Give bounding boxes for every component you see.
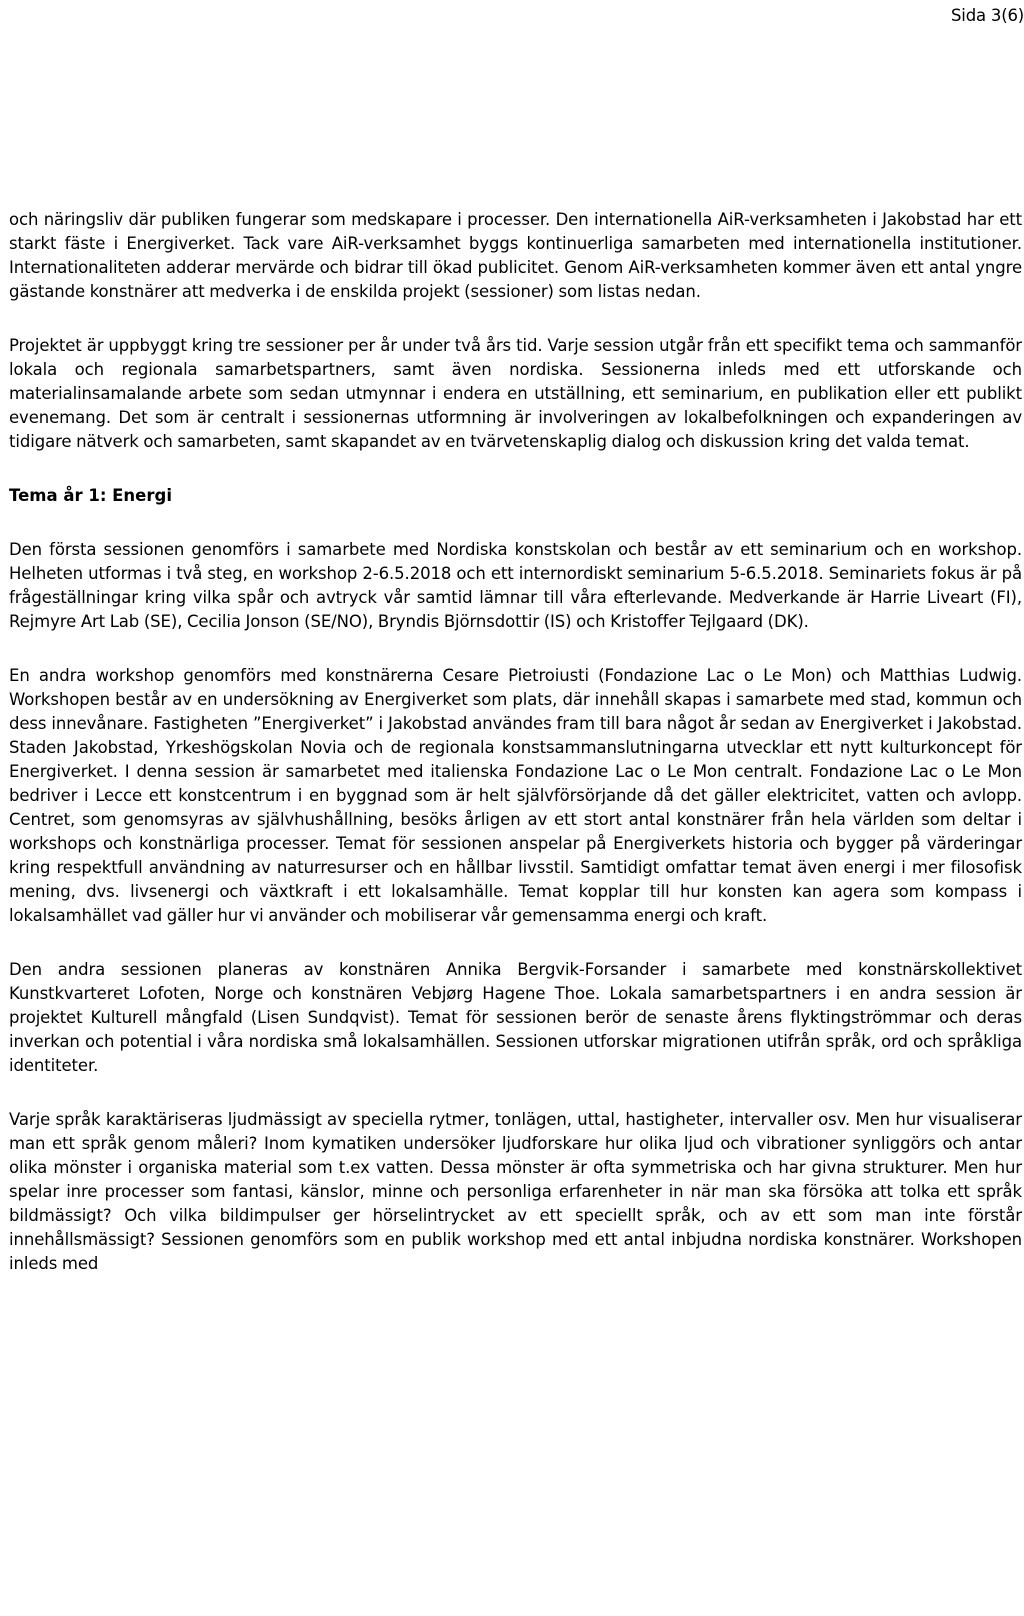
paragraph-second-session: Den andra sessionen planeras av konstnären Annika Bergvik-Forsander i samarbete med konstnärskollektivet Kunstkvarteret Lofoten, Norge och konstnären Vebjørg Hagene Thoe. Lokala samarbetspartners i en andra session är projektet Kulturell mångfald (Lisen Sundqvist). Temat för sessionen berör de senaste årens flyktingströmmar och deras inverkan och potential i våra nordiska små lokalsamhällen. Sessionen utforskar migrationen utifrån språk, ord och språkliga identiteter. [9,960,1022,1075]
paragraph-air-activity: och näringsliv där publiken fungerar som medskapare i processer. Den internationella AiR-verksamheten i Jakobstad har ett starkt fäste i Energiverket. Tack vare AiR-verksamhet byggs kontinuerliga samarbeten med internationella institutioner. Internationaliteten adderar mervärde och bidrar till ökad publicitet. Genom AiR-verksamheten kommer även ett antal yngre gästande konstnärer att medverka i de enskilda projekt (sessioner) som listas nedan. [9,210,1022,301]
paragraph-first-session: Den första sessionen genomförs i samarbete med Nordiska konstskolan och består av ett seminarium och en workshop. Helheten utformas i två steg, en workshop 2-6.5.2018 och ett internordiskt seminarium 5-6.5.2018. Seminariets fokus är på frågeställningar kring vilka spår och avtryck vår samtid lämnar till våra efterlevande. Medverkande är Harrie Liveart (FI), Rejmyre Art Lab (SE), Cecilia Jonson (SE/NO), Bryndis Björnsdottir (IS) och Kristoffer Tejlgaard (DK). [9,540,1022,631]
page-number: Sida 3(6) [951,6,1024,25]
section-heading-energy: Tema år 1: Energi [9,486,172,505]
paragraph-second-workshop: En andra workshop genomförs med konstnärerna Cesare Pietroiusti (Fondazione Lac o Le Mon) och Matthias Ludwig. Workshopen består av en undersökning av Energiverket som plats, där innehåll skapas i samarbete med stad, kommun och dess innevånare. Fastigheten ”Energiverket” i Jakobstad användes fram till bara något år sedan av Energiverket i Jakobstad. Staden Jakobstad, Yrkeshögskolan Novia och de regionala konstsammanslutningarna utvecklar ett nytt kulturkoncept för Energiverket. I denna session är samarbetet med italienska Fondazione Lac o Le Mon centralt. Fondazione Lac o Le Mon bedriver i Lecce ett konstcentrum i en byggnad som är helt självförsörjande då det gäller elektricitet, vatten och avlopp. Centret, som genomsyras av självhushållning, besöks årligen av ett stort antal konstnärer från hela världen som deltar i workshops och konstnärliga processer. Temat för sessionen anspelar på Energiverkets historia och bygger på värderingar kring respektfull användning av naturresurser och en hållbar livsstil. Samtidigt omfattar temat även energi i mer filosofisk mening, dvs. livsenergi och växtkraft i ett lokalsamhälle. Temat kopplar till hur konsten kan agera som kompass i lokalsamhället vad gäller hur vi använder och mobiliserar vår gemensamma energi och kraft. [9,666,1022,925]
paragraph-language-painting: Varje språk karaktäriseras ljudmässigt av speciella rytmer, tonlägen, uttal, hastigheter, intervaller osv. Men hur visualiserar man ett språk genom måleri? Inom kymatiken undersöker ljudforskare hur olika ljud och vibrationer synliggörs och antar olika mönster i organiska material som t.ex vatten. Dessa mönster är ofta symmetriska och har givna strukturer. Men hur spelar inre processer som fantasi, känslor, minne och personliga erfarenheter in när man ska försöka att tolka ett språk bildmässigt? Och vilka bildimpulser ger hörselintrycket av ett speciellt språk, och av ett som man inte förstår innehållsmässigt? Sessionen genomförs som en publik workshop med ett antal inbjudna nordiska konstnärer. Workshopen inleds med [9,1110,1022,1273]
document-body [9,208,1022,1276]
paragraph-project-structure: Projektet är uppbyggt kring tre sessioner per år under två års tid. Varje session utgår från ett specifikt tema och sammanför lokala och regionala samarbetspartners, samt även nordiska. Sessionerna inleds med ett utforskande och materialinsamalande arbete som sedan utmynnar i endera en utställning, ett seminarium, en publikation eller ett publikt evenemang. Det som är centralt i sessionernas utformning är involveringen av lokalbefolkningen och expanderingen av tidigare nätverk och samarbeten, samt skapandet av en tvärvetenskaplig dialog och diskussion kring det valda temat. [9,336,1022,451]
